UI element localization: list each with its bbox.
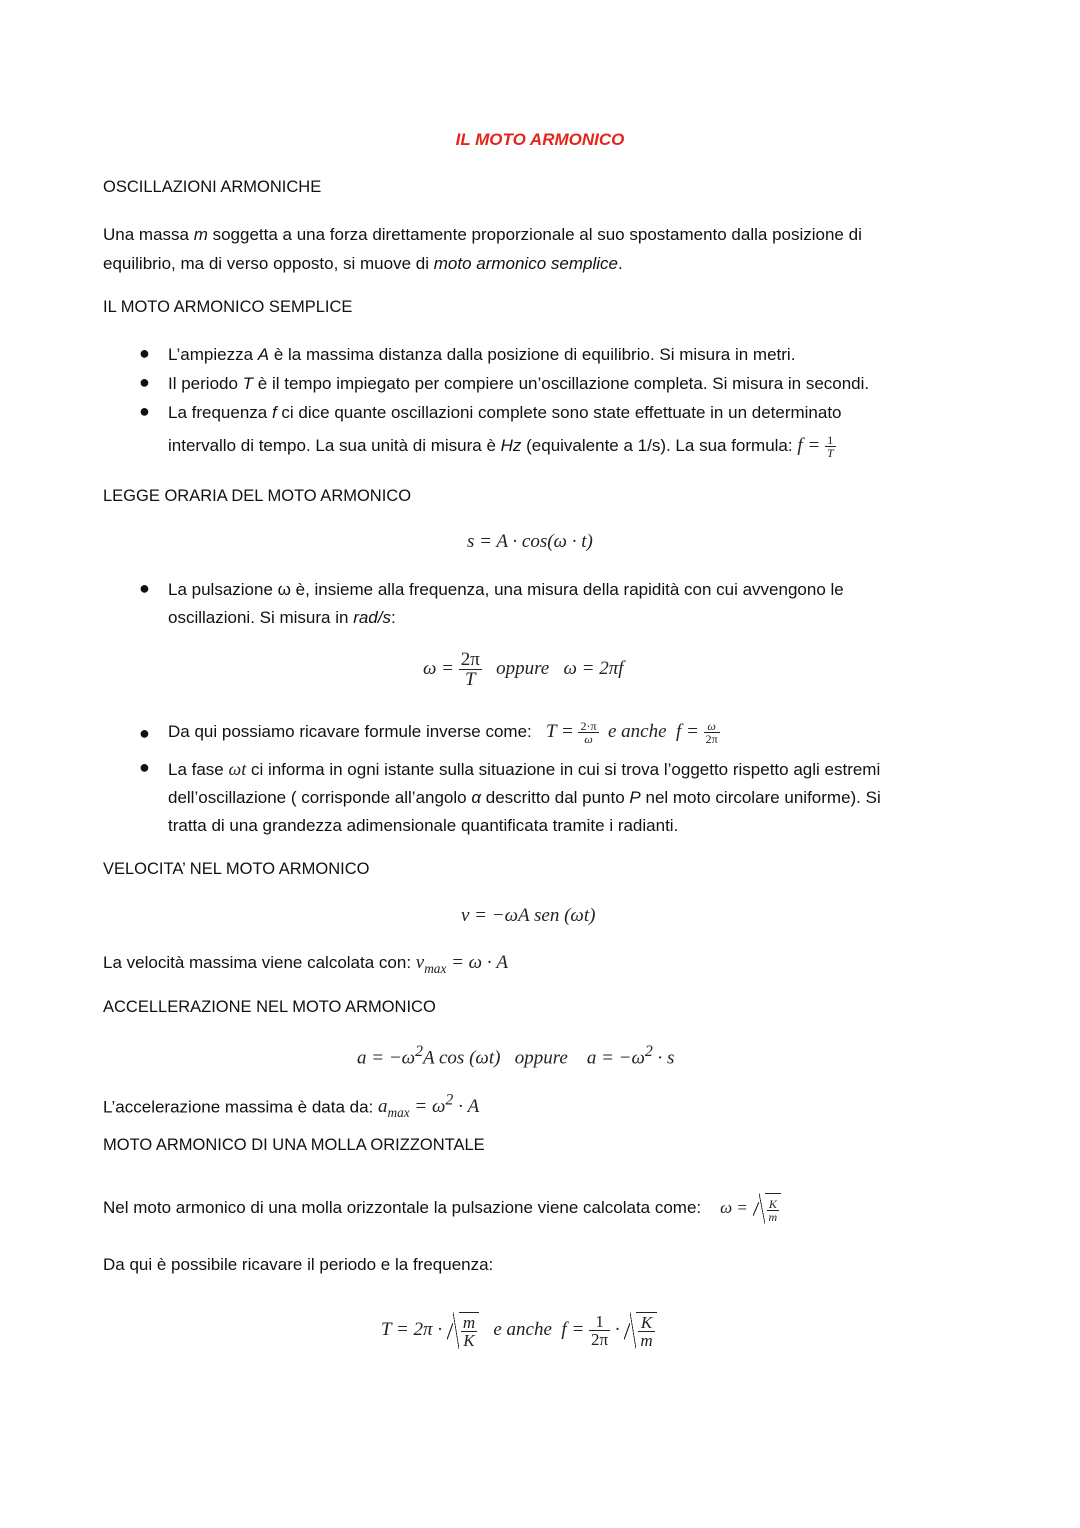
equation-periodo-frequenza-molla: T = 2π · $\frac{m}{K}$ e anche f = $\frac{1}{2\pi}$ · $\frac{K}{m}$ — [381, 1312, 657, 1349]
heading-legge-oraria: LEGGE ORARIA DEL MOTO ARMONICO — [103, 487, 412, 505]
paragraph-intro: Una massa m soggetta a una forza direttamente proporzionale al suo spostamento dalla posizione di equilibrio, ma di verso opposto, si muove di moto armonico semplice. — [103, 225, 862, 273]
heading-molla: MOTO ARMONICO DI UNA MOLLA ORIZZONTALE — [103, 1136, 485, 1154]
sqrt-m-over-k: $\frac{m}{K}$ — [447, 1312, 479, 1349]
bullet-frequenza-line2: intervallo di tempo. La sua unità di misura è Hz (equivalente a 1/s). La sua formula: f = $\frac{1}{T}$ — [168, 433, 834, 461]
bullet-fase: La fase ωt ci informa in ogni istante sulla situazione in cui si trova l’oggetto rispetto agli estremi dell’oscillazione ( corrisponde all’angolo α descritto dal punto P nel moto circolare uniforme). Si tratta di una grandezza adimensionale quantificata tramite i radianti. — [168, 759, 881, 835]
bullet-formule-inverse: Da qui possiamo ricavare formule inverse come: T = $\frac{2\cdot\pi}{\omega}$ e anche f = $\frac{\omega}{2\pi}$ — [168, 719, 718, 747]
bullet-marker: ● — [139, 372, 150, 392]
text-accelerazione-massima: L’accelerazione massima è data da: $a_{max} = \omega^2 \cdot A$ — [103, 1092, 480, 1121]
bullet-marker: ● — [139, 343, 150, 363]
bullet-marker: ● — [139, 723, 150, 743]
heading-moto-semplice: IL MOTO ARMONICO SEMPLICE — [103, 298, 353, 316]
bullet-marker: ● — [139, 757, 150, 777]
bullet-periodo: Il periodo T è il tempo impiegato per compiere un’oscillazione completa. Si misura in secondi. — [168, 374, 870, 393]
sqrt-k-over-m: $\frac{K}{m}$ — [753, 1193, 782, 1224]
bullet-pulsazione: La pulsazione ω è, insieme alla frequenza, una misura della rapidità con cui avvengono le oscillazioni. Si misura in rad/s: — [168, 580, 844, 627]
page-title: IL MOTO ARMONICO — [455, 130, 625, 149]
bullet-marker: ● — [139, 578, 150, 598]
bullet-ampiezza: L’ampiezza A è la massima distanza dalla posizione di equilibrio. Si misura in metri. — [168, 345, 796, 364]
sqrt-k-over-m-large: $\frac{K}{m}$ — [624, 1312, 656, 1349]
equation-velocita: v = −ωA sen (ωt) — [461, 905, 596, 926]
heading-oscillazioni: OSCILLAZIONI ARMONICHE — [103, 178, 322, 196]
text-periodo-frequenza: Da qui è possibile ricavare il periodo e la frequenza: — [103, 1255, 494, 1274]
text-pulsazione-molla: Nel moto armonico di una molla orizzontale la pulsazione viene calcolata come: ω = $\frac{K}{m}$ — [103, 1193, 781, 1224]
equation-pulsazione: ω = $\frac{2\pi}{T}$ oppure ω = 2πf — [423, 649, 624, 690]
heading-accelerazione: ACCELLERAZIONE NEL MOTO ARMONICO — [103, 998, 436, 1016]
text-velocita-massima: La velocità massima viene calcolata con: $v_{max} = \omega \cdot A$ — [103, 952, 508, 976]
equation-accelerazione: $a = -\omega^2A$ cos (ωt) oppure $a = -\omega^2 \cdot s$ — [357, 1043, 675, 1069]
equation-legge-oraria: s = A · cos(ω · t) — [467, 531, 593, 552]
bullet-marker: ● — [139, 401, 150, 421]
bullet-frequenza: La frequenza f ci dice quante oscillazioni complete sono state effettuate in un determinato — [168, 403, 842, 422]
heading-velocita: VELOCITA’ NEL MOTO ARMONICO — [103, 860, 370, 878]
